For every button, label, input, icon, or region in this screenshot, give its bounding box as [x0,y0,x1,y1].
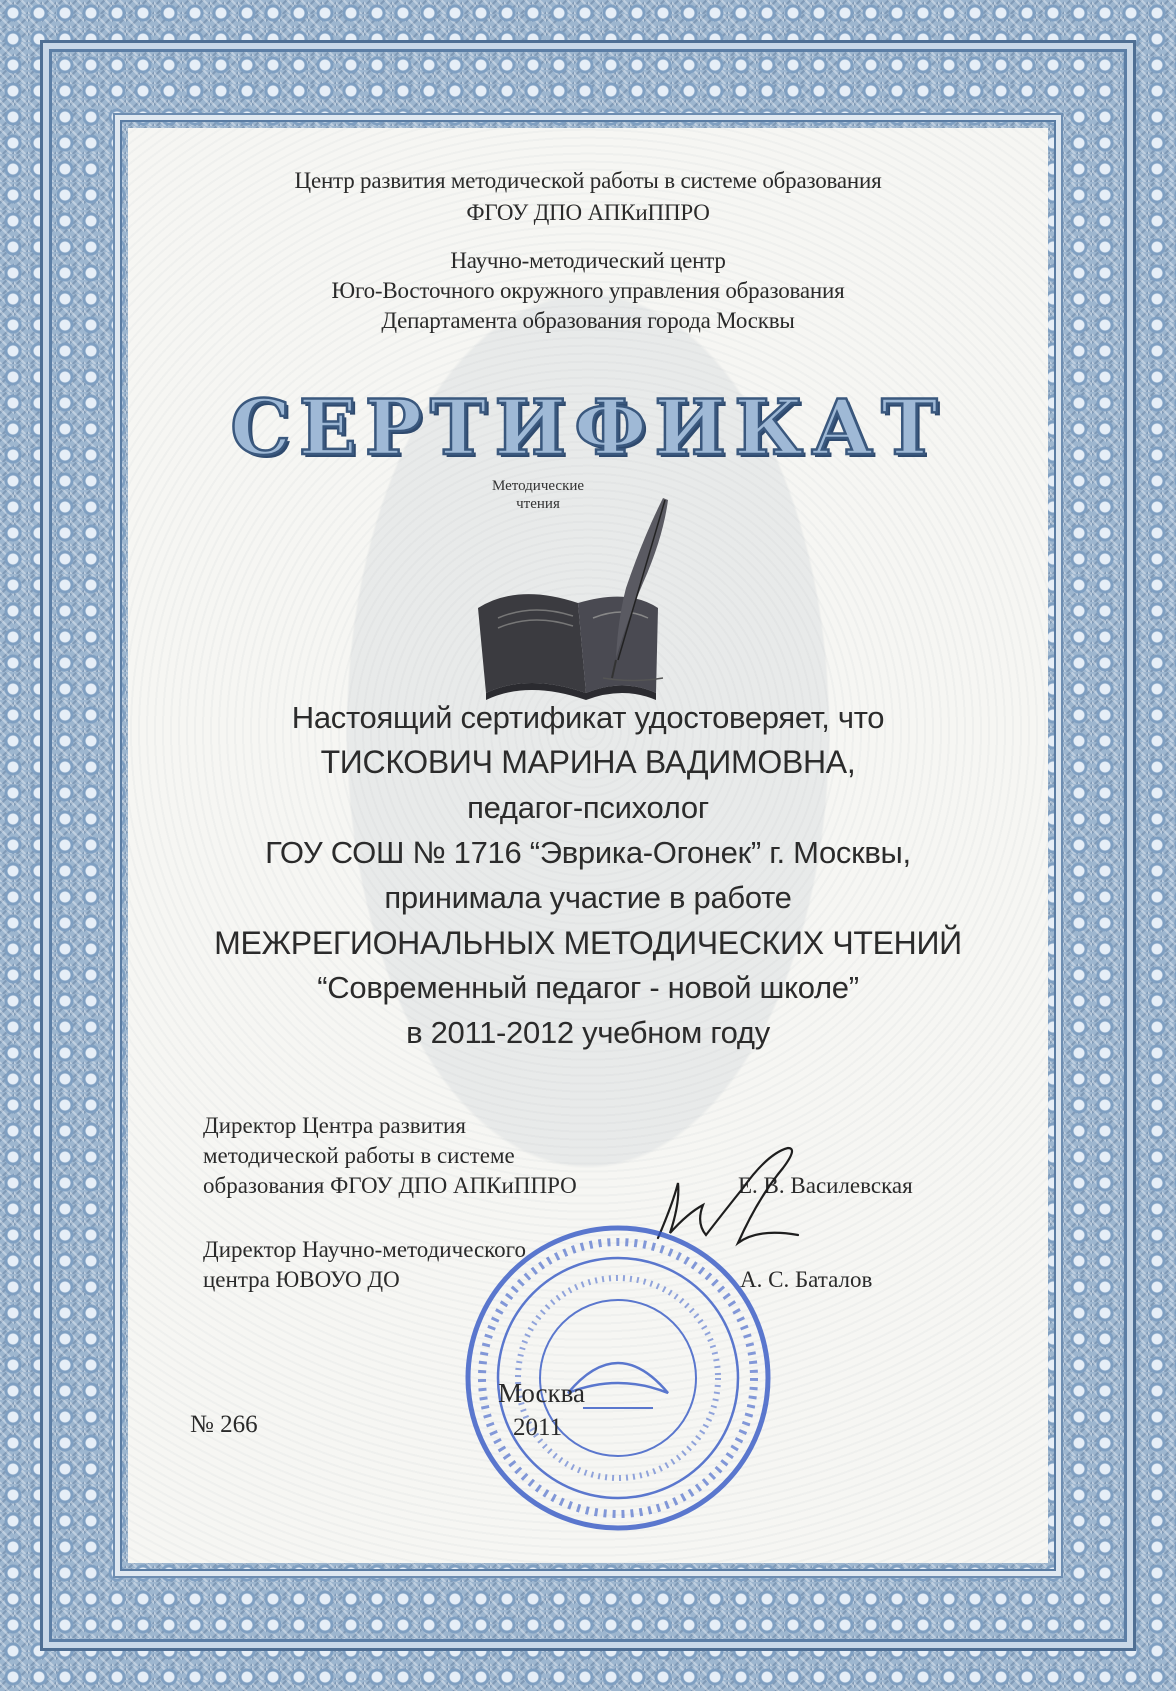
emblem-book-quill [458,478,708,708]
body-line-5: принимала участие в работе [384,880,792,915]
signatory-2-title-line-1: Директор Научно-методического [203,1237,527,1262]
certificate-paper [128,128,1048,1563]
event-theme: “Современный педагог - новой школе” [317,970,859,1005]
body-line-1: Настоящий сертификат удостоверяет, что [291,700,885,735]
signatory-1-title-line-3: образования ФГОУ ДПО АПКиППРО [203,1173,577,1198]
header-line-2: ФГОУ ДПО АПКиППРО [466,200,710,225]
header-line-1: Центр развития методической работы в системе образования [294,168,882,193]
certificate-number: № 266 [190,1411,258,1438]
year: 2011 [513,1414,563,1441]
signatory-1-title-line-1: Директор Центра развития [203,1113,466,1138]
signatory-1-name: Е. В. Василевская [738,1173,913,1198]
header-line-3: Научно-методический центр [450,248,726,273]
emblem-label-line-1: Методические [491,478,585,494]
recipient-school: ГОУ СОШ № 1716 “Эврика-Огонек” г. Москвы, [265,835,911,870]
certificate-title: СЕРТИФИКАТ [230,383,946,472]
recipient-position: педагог-психолог [467,790,709,825]
book-quill-icon [458,478,708,708]
signatory-1-title [203,1111,577,1201]
signatory-1-title-line-2: методической работы в системе [203,1143,515,1168]
recipient-name: ТИСКОВИЧ МАРИНА ВАДИМОВНА, [320,744,856,780]
header-line-4: Юго-Восточного окружного управления образования [331,278,845,303]
city: Москва [498,1378,585,1408]
event-name: МЕЖРЕГИОНАЛЬНЫХ МЕТОДИЧЕСКИХ ЧТЕНИЙ [214,925,962,961]
header-line-5: Департамента образования города Москвы [381,308,795,333]
signatory-2-name: А. С. Баталов [740,1267,873,1292]
emblem-label-line-2: чтения [516,496,560,512]
signatory-2-title-line-2: центра ЮВОУО ДО [203,1267,400,1292]
academic-year: в 2011-2012 учебном году [406,1015,770,1050]
